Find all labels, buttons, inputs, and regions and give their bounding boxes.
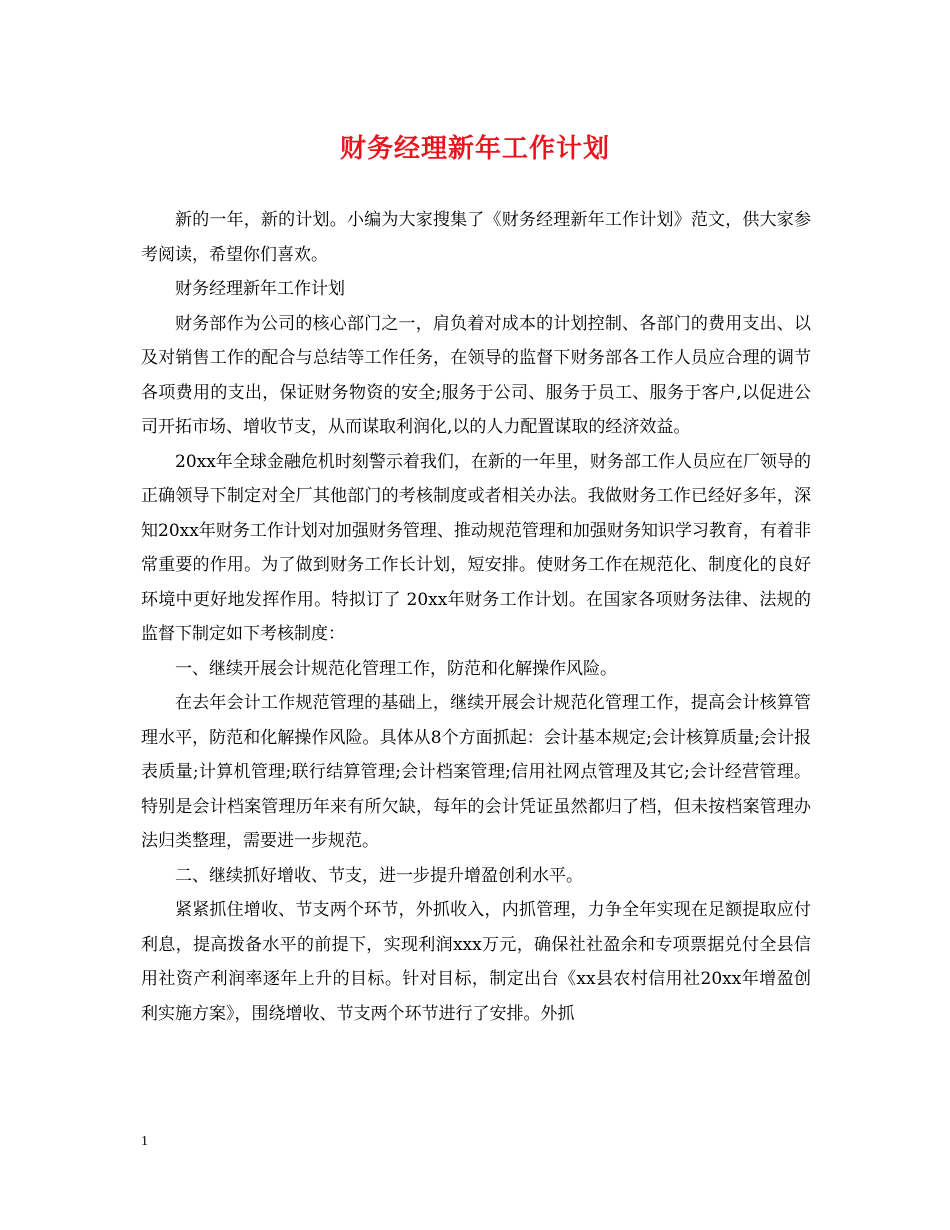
document-title: 财务经理新年工作计划 bbox=[339, 134, 610, 164]
paragraph-financial-crisis: 20xx年全球金融危机时刻警示着我们，在新的一年里，财务部工作人员应在厂领导的正确领导下制定对全厂其他部门的考核制度或者相关办法。我做财务工作已经好多年，深知20xx年财务工作计划对加强财务管理、推动规范管理和加强财务知识学习教育，有着非常重要的作用。为了做到财务工作长计划，短安排。使财务工作在规范化、制度化的良好环境中更好地发挥作用。特拟订了 20xx年财务工作计划。在国家各项财务法律、法规的监督下制定如下考核制度： bbox=[141, 451, 811, 644]
heading-section-one: 一、继续开展会计规范化管理工作，防范和化解操作风险。 bbox=[175, 658, 617, 679]
heading-section-two: 二、继续抓好增收、节支，进一步提升增盈创利水平。 bbox=[175, 865, 583, 886]
paragraph-subtitle: 财务经理新年工作计划 bbox=[175, 279, 345, 299]
paragraph-revenue-cost: 紧紧抓住增收、节支两个环节，外抓收入，内抓管理，力争全年实现在足额提取应付利息，提高拨备水平的前提下，实现利润xxx万元，确保社社盈余和专项票据兑付全县信用社资产利润率逐年上升的目标。针对目标，制定出台《xx县农村信用社20xx年增盈创利实施方案》，围绕增收、节支两个环节进行了安排。外抓 bbox=[141, 900, 811, 1024]
paragraph-accounting-standardization: 在去年会计工作规范管理的基础上，继续开展会计规范化管理工作，提高会计核算管理水平，防范和化解操作风险。具体从8个方面抓起：会计基本规定;会计核算质量;会计报表质量;计算机管理;联行结算管理;会计档案管理;信用社网点管理及其它;会计经营管理。特别是会计档案管理历年来有所欠缺，每年的会计凭证虽然都归了档，但未按档案管理办法归类整理，需要进一步规范。 bbox=[141, 693, 811, 851]
document-body bbox=[141, 203, 811, 1031]
page-number: 1 bbox=[141, 1134, 148, 1149]
paragraph-intro: 新的一年，新的计划。小编为大家搜集了《财务经理新年工作计划》范文，供大家参考阅读，希望你们喜欢。 bbox=[141, 210, 811, 265]
paragraph-department-role: 财务部作为公司的核心部门之一，肩负着对成本的计划控制、各部门的费用支出、以及对销售工作的配合与总结等工作任务，在领导的监督下财务部各工作人员应合理的调节各项费用的支出，保证财务物资的安全;服务于公司、服务于员工、服务于客户,以促进公司开拓市场、增收节支，从而谋取利润化,以的人力配置谋取的经济效益。 bbox=[141, 313, 811, 437]
